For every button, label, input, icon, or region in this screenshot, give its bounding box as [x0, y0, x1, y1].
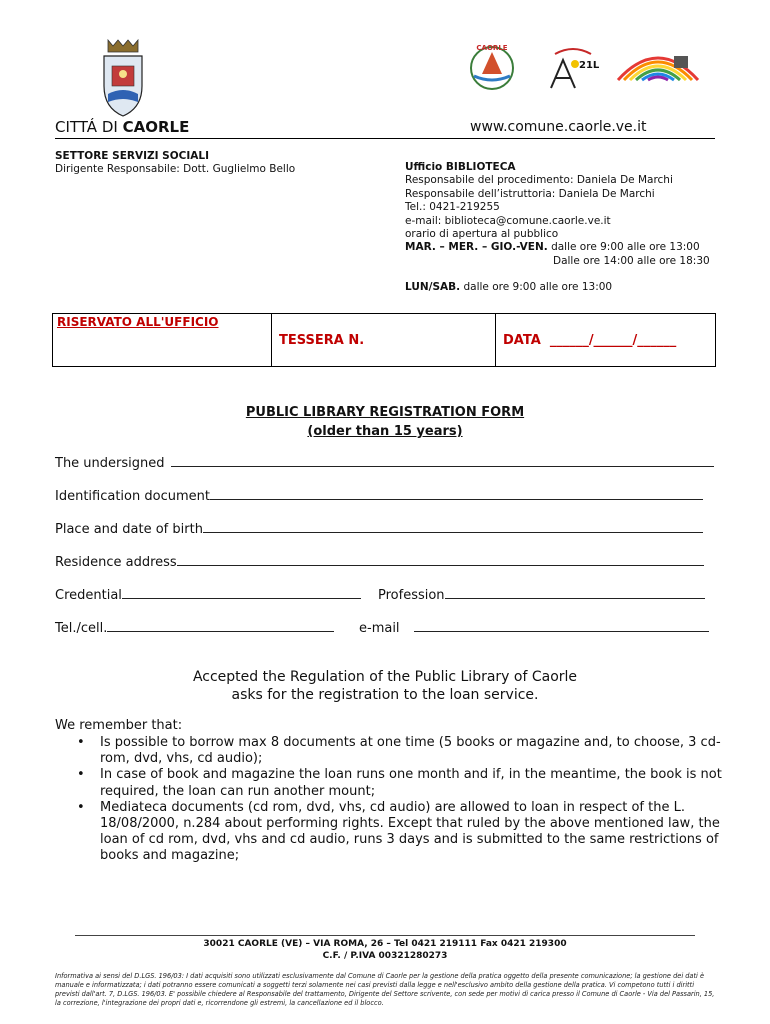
office-block — [405, 161, 710, 295]
city-prefix: CITTÁ DI — [55, 118, 118, 136]
tel-label: Tel./cell. — [55, 621, 108, 636]
accepted-line1: Accepted the Regulation of the Public Library of Caorle — [192, 669, 578, 685]
department-block — [55, 150, 295, 177]
residence-line[interactable] — [177, 555, 704, 566]
email-line[interactable] — [414, 621, 709, 632]
footer-address: 30021 CAORLE (VE) – VIA ROMA, 26 – Tel 0421 219111 Fax 0421 219300 — [203, 939, 567, 949]
office-use-box — [52, 313, 716, 367]
rules-list — [55, 735, 725, 865]
office-hours-label: orario di apertura al pubblico — [405, 228, 559, 241]
accepted-line2: asks for the registration to the loan service. — [231, 687, 539, 703]
form-title: PUBLIC LIBRARY REGISTRATION FORM — [245, 405, 525, 420]
office-hours3: dalle ore 9:00 alle ore 13:00 — [463, 281, 613, 294]
rule-item: • Mediateca documents (cd rom, dvd, vhs, cd audio) are allowed to loan in respect of the L. 18/08/2000, n.284 about performing rights. Except that ruled by the above mentioned law, the loan of cd rom, dvd, vhs and cd audio, runs 3 days and is submitted to the same restrictions of books and magazine; — [55, 800, 725, 865]
office-tel: Tel.: 0421-219255 — [405, 201, 500, 214]
rule-item: • Is possible to borrow max 8 documents at one time (5 books or magazine and, to choose, 3 cd-rom, dvd, vhs, cd audio); — [55, 735, 725, 767]
footer-divider — [75, 935, 695, 936]
office-procedure: Responsabile del procedimento: Daniela De Marchi — [405, 174, 673, 187]
undersigned-label: The undersigned — [55, 456, 165, 471]
office-email: e-mail: biblioteca@comune.caorle.ve.it — [405, 214, 611, 227]
office-days2: LUN/SAB. — [405, 281, 461, 294]
birth-label: Place and date of birth — [55, 522, 203, 537]
credential-line[interactable] — [122, 588, 361, 599]
21l-logo-text: 21L — [579, 60, 600, 71]
id-document-field[interactable] — [55, 489, 703, 504]
date-label: DATA ______/______/______ — [503, 333, 677, 348]
rules-intro: We remember that: — [55, 718, 183, 733]
rule-item: • In case of book and magazine the loan runs one month and if, in the meantime, the book is not required, the loan can run another mount; — [55, 767, 725, 799]
card-number-label: TESSERA N. — [279, 333, 365, 348]
profession-field[interactable] — [378, 588, 705, 603]
undersigned-field[interactable] — [55, 456, 714, 471]
rainbow-logo — [612, 40, 704, 86]
office-hours2: Dalle ore 14:00 alle ore 18:30 — [553, 254, 710, 267]
department-name: SETTORE SERVIZI SOCIALI — [55, 150, 209, 162]
tel-line[interactable] — [107, 621, 334, 632]
21l-logo — [545, 42, 601, 92]
footer-tax-id: C.F. / P.IVA 00321280273 — [322, 951, 448, 961]
city-title — [55, 118, 189, 136]
profession-label: Profession — [378, 588, 445, 603]
birth-field[interactable] — [55, 522, 703, 537]
office-inquiry: Responsabile dell’istruttoria: Daniela De Marchi — [405, 187, 655, 200]
residence-label: Residence address — [55, 555, 177, 570]
office-hours-row1 — [405, 241, 710, 254]
reserved-label: RISERVATO ALL'UFFICIO — [57, 315, 219, 329]
office-hours-row2 — [405, 281, 710, 294]
privacy-notice: Informativa ai sensi del D.LGS. 196/03: I dati acquisiti sono utilizzati esclusivamente dal Comune di Caorle per la gestione della pratica oggetto della presente comunicazione; la gestione dei dati è manuale e informatizzata; i dati potranno essere comunicati a soggetti terzi solamente nei casi previsti dalla legge e nell'esclusivo ambito della gestione della pratica. Vi competono tutti i diritti previsti dall'art. 7, D.LGS. 196/03. E' possibile chiedere al Responsabile del trattamento, Dirigente del Settore scrivente, con sede per motivi di carica presso il Comune di Caorle - Via del Passarin, 15, la correzione, l'integrazione dei propri dati e, ricorrendone gli estremi, la cancellazione ed il blocco. — [55, 972, 715, 1007]
credential-field[interactable] — [55, 588, 361, 603]
caorle-logo-text: CAORLE — [476, 44, 508, 52]
tel-field[interactable] — [55, 621, 334, 636]
office-hours1: dalle ore 9:00 alle ore 13:00 — [551, 241, 700, 254]
caorle-logo — [466, 42, 518, 90]
form-subtitle: (older than 15 years) — [307, 424, 463, 439]
residence-field[interactable] — [55, 555, 704, 570]
birth-line[interactable] — [203, 522, 703, 533]
header-divider — [55, 138, 715, 139]
email-field[interactable] — [359, 621, 709, 636]
department-manager: Dirigente Responsabile: Dott. Guglielmo Bello — [55, 163, 296, 176]
website-link[interactable]: www.comune.caorle.ve.it — [470, 119, 647, 135]
email-label: e-mail — [359, 621, 400, 636]
office-days1: MAR. – MER. – GIO.-VEN. — [405, 241, 548, 254]
id-document-line[interactable] — [210, 489, 703, 500]
city-name: CAORLE — [122, 118, 190, 136]
profession-line[interactable] — [445, 588, 705, 599]
credential-label: Credential — [55, 588, 122, 603]
city-crest-logo — [98, 38, 148, 120]
office-name: Ufficio BIBLIOTECA — [405, 161, 516, 173]
id-document-label: Identification document — [55, 489, 210, 504]
undersigned-line[interactable] — [171, 456, 714, 467]
